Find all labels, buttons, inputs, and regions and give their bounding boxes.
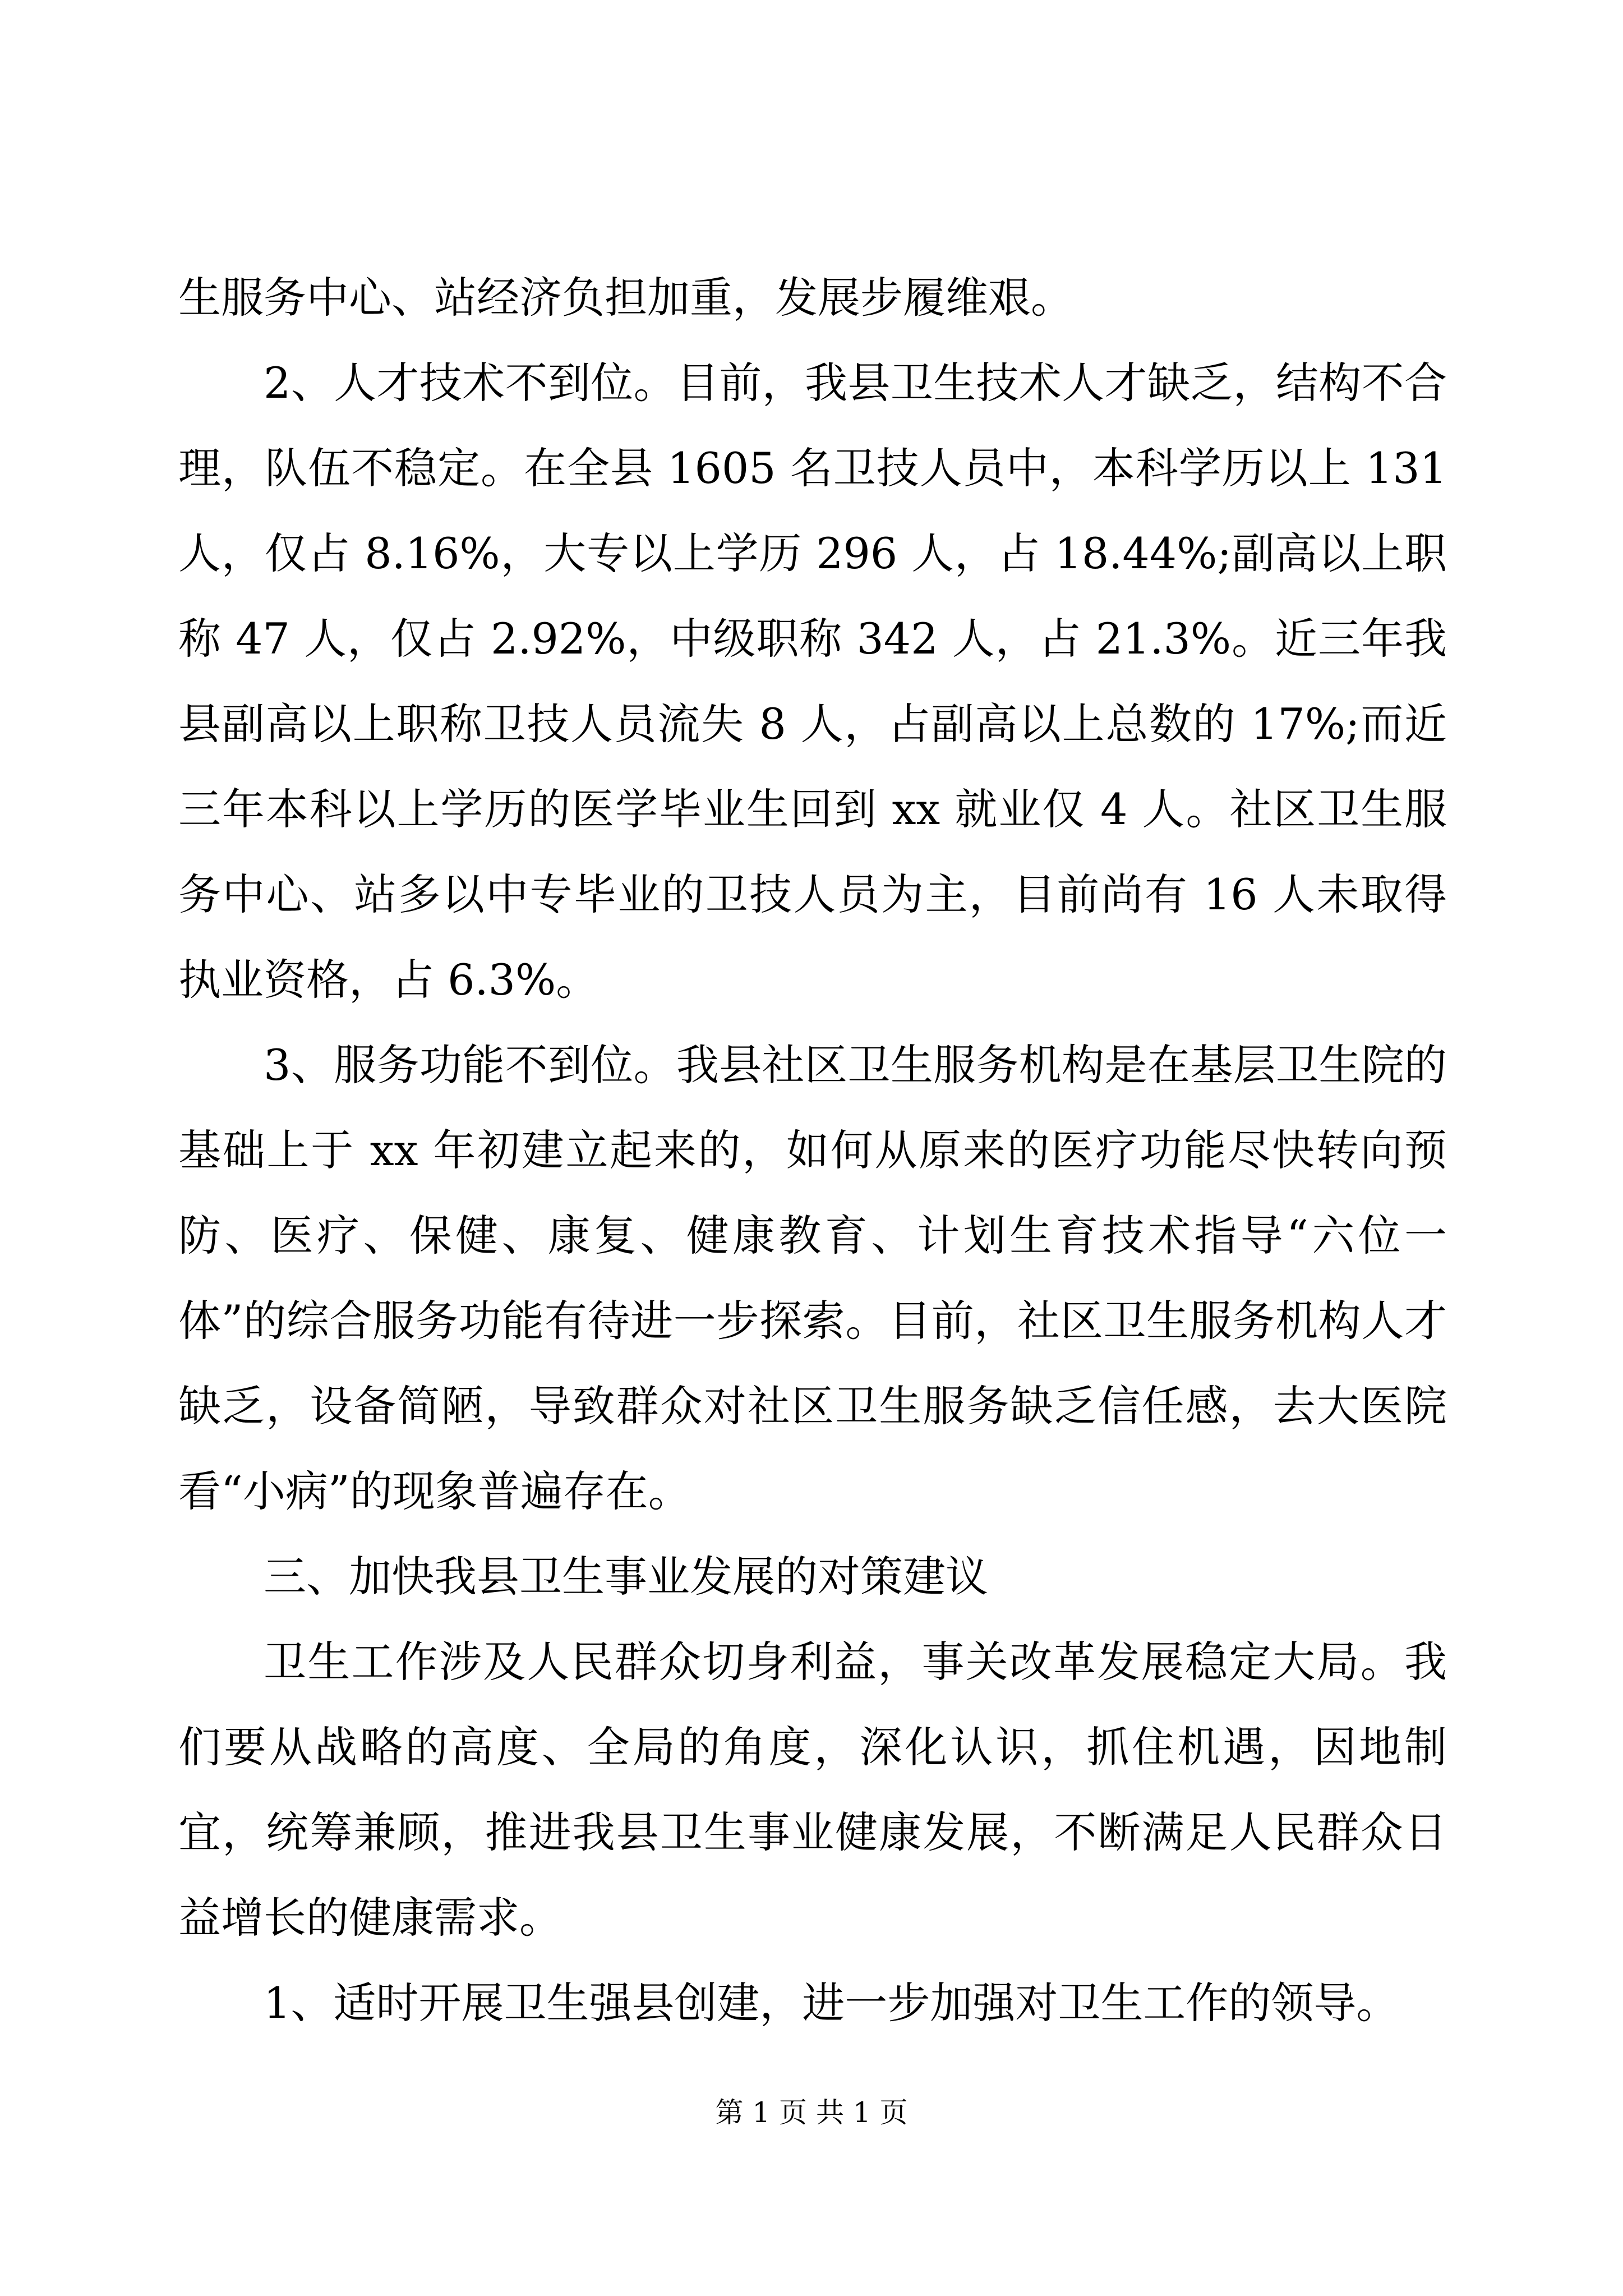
page-footer: 第 1 页 共 1 页 bbox=[715, 2096, 908, 2129]
section-heading: 三、加快我县卫生事业发展的对策建议 bbox=[264, 1552, 988, 1602]
paragraph-6: 1、适时开展卫生强县创建，进一步加强对卫生工作的领导。 bbox=[264, 1978, 1399, 2028]
paragraph-3: 3、服务功能不到位。我县社区卫生服务机构是在基层卫生院的基础上于 xx 年初建立起来的，如何从原来的医疗功能尽快转向预防、医疗、保健、康复、健康教育、计划生育技术指导“六位一体”的综合服务功能有待进一步探索。目前，社区卫生服务机构人才缺乏，设备简陋，导致群众对社区卫生服务缺乏信任感，去大医院看“小病”的现象普遍存在。 bbox=[178, 1040, 1447, 1516]
paragraph-1: 生服务中心、站经济负担加重，发展步履维艰。 bbox=[178, 273, 1073, 323]
paragraph-2: 2、人才技术不到位。目前，我县卫生技术人才缺乏，结构不合理，队伍不稳定。在全县 1605 名卫技人员中，本科学历以上 131 人，仅占 8.16%，大专以上学历 296 人，占 18.44%;副高以上职称 47 人，仅占 2.92%，中级职称 342 人，占 21.3%。近三年我县副高以上职称卫技人员流失 8 人，占副高以上总数的 17%;而近三年本科以上学历的医学毕业生回到 xx 就业仅 4 人。社区卫生服务中心、站多以中专毕业的卫技人员为主，目前尚有 16 人未取得执业资格，占 6.3%。 bbox=[178, 358, 1447, 1005]
document-body bbox=[178, 255, 1447, 2046]
paragraph-5: 卫生工作涉及人民群众切身利益，事关改革发展稳定大局。我们要从战略的高度、全局的角度，深化认识，抓住机遇，因地制宜，统筹兼顾，推进我县卫生事业健康发展，不断满足人民群众日益增长的健康需求。 bbox=[178, 1637, 1447, 1943]
